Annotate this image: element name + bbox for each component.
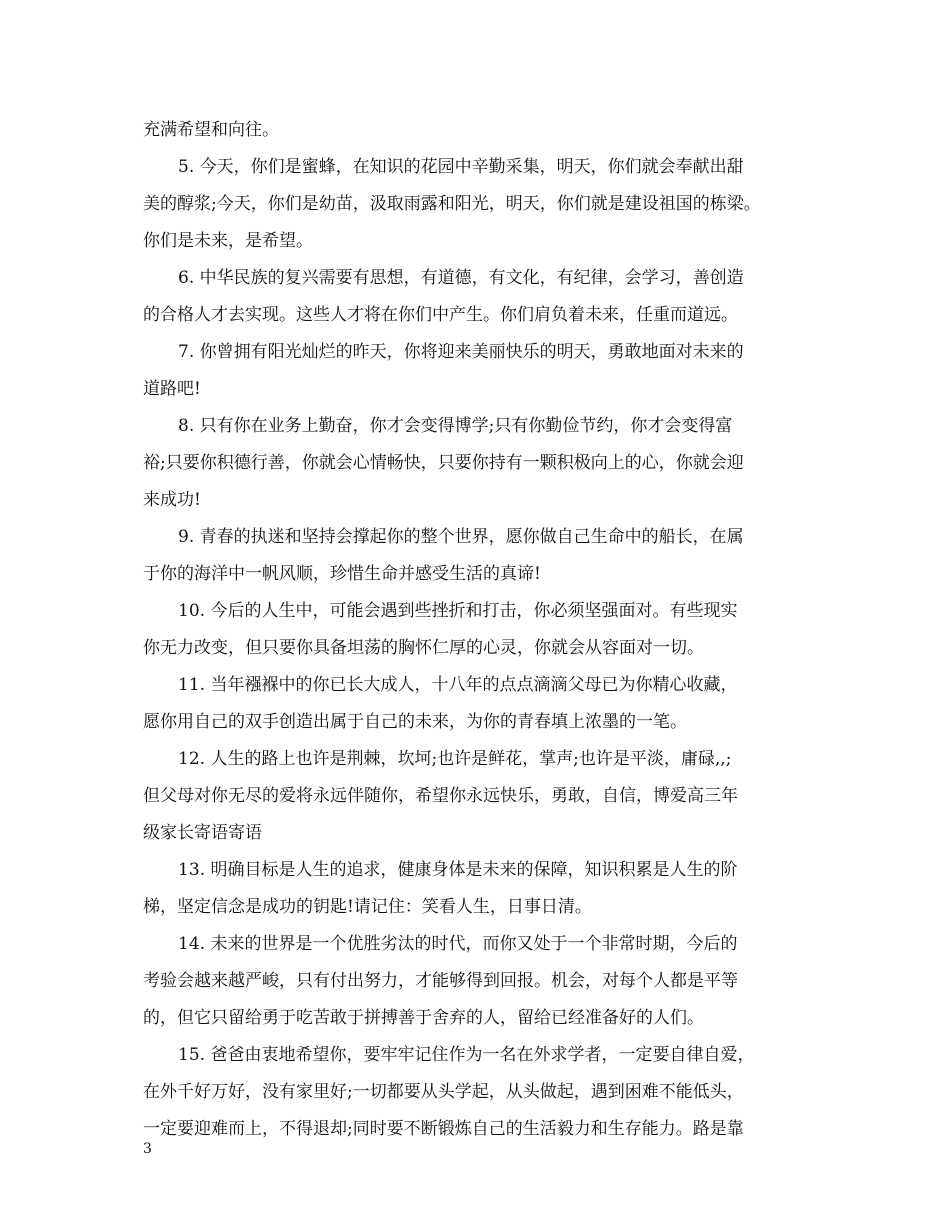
text-line: 美的醇浆;今天，你们是幼苗，汲取雨露和阳光，明天，你们就是建设祖国的栋梁。	[143, 194, 761, 214]
text-line: 你们是未来，是希望。	[143, 231, 313, 251]
text-line: 裕;只要你积德行善，你就会心情畅快，只要你持有一颗积极向上的心，你就会迎	[143, 453, 744, 473]
text-line: 考验会越来越严峻，只有付出努力，才能够得到回报。机会，对每个人都是平等	[143, 971, 738, 991]
text-line: 6. 中华民族的复兴需要有思想，有道德，有文化，有纪律，会学习，善创造	[178, 268, 744, 288]
text-line: 来成功!	[143, 490, 201, 510]
text-line: 12. 人生的路上也许是荆棘，坎坷;也许是鲜花，掌声;也许是平淡，庸碌,,;	[178, 749, 732, 769]
text-line: 9. 青春的执迷和坚持会撑起你的整个世界，愿你做自己生命中的船长，在属	[178, 527, 744, 547]
text-line: 梯，坚定信念是成功的钥匙!请记住：笑看人生，日事日清。	[143, 897, 592, 917]
page-number: 3	[143, 1141, 152, 1157]
text-line: 11. 当年襁褓中的你已长大成人，十八年的点点滴滴父母已为你精心收藏，	[178, 675, 738, 695]
text-line: 8. 只有你在业务上勤奋，你才会变得博学;只有你勤俭节约，你才会变得富	[178, 416, 733, 436]
text-line: 级家长寄语寄语	[143, 823, 262, 843]
text-line: 13. 明确目标是人生的追求，健康身体是未来的保障，知识积累是人生的阶	[178, 860, 738, 880]
text-line: 14. 未来的世界是一个优胜劣汰的时代，而你又处于一个非常时期，今后的	[178, 934, 738, 954]
text-line: 的，但它只留给勇于吃苦敢于拼搏善于舍弃的人，留给已经准备好的人们。	[143, 1008, 704, 1028]
text-line: 7. 你曾拥有阳光灿烂的昨天，你将迎来美丽快乐的明天，勇敢地面对未来的	[178, 342, 744, 362]
text-line: 道路吧!	[143, 379, 201, 399]
text-line: 充满希望和向往。	[143, 120, 279, 140]
text-line: 15. 爸爸由衷地希望你，要牢牢记住作为一名在外求学者，一定要自律自爱，	[178, 1045, 755, 1065]
text-line: 在外千好万好，没有家里好;一切都要从头学起，从头做起，遇到困难不能低头，	[143, 1082, 744, 1102]
text-line: 愿你用自己的双手创造出属于自己的未来，为你的青春填上浓墨的一笔。	[143, 712, 687, 732]
text-line: 5. 今天，你们是蜜蜂，在知识的花园中辛勤采集，明天，你们就会奉献出甜	[178, 157, 744, 177]
text-line: 于你的海洋中一帆风顺，珍惜生命并感受生活的真谛!	[143, 564, 541, 584]
text-line: 一定要迎难而上，不得退却;同时要不断锻炼自己的生活毅力和生存能力。路是靠	[143, 1119, 744, 1139]
text-line: 的合格人才去实现。这些人才将在你们中产生。你们肩负着未来，任重而道远。	[143, 305, 738, 325]
text-line: 你无力改变，但只要你具备坦荡的胸怀仁厚的心灵，你就会从容面对一切。	[143, 638, 704, 658]
text-line: 但父母对你无尽的爱将永远伴随你，希望你永远快乐，勇敢，自信，博爱高三年	[143, 786, 738, 806]
text-line: 10. 今后的人生中，可能会遇到些挫折和打击，你必须坚强面对。有些现实	[178, 601, 738, 621]
